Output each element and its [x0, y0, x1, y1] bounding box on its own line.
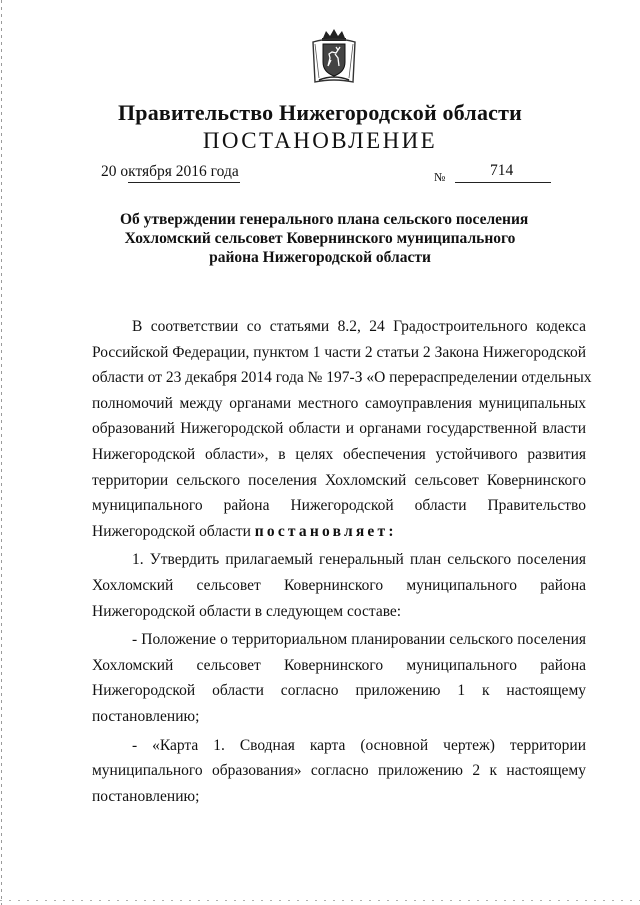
preamble-last-text: Нижегородской области: [92, 522, 251, 540]
text-line: территории сельского поселения Хохломский сельсовет Ковернинского: [92, 471, 586, 489]
text-line: муниципального образования» согласно приложению 2 к настоящему: [92, 762, 586, 780]
text-line: муниципального района Нижегородской области Правительство: [92, 497, 586, 515]
text-line: Хохломский сельсовет Ковернинского муниципального района: [92, 576, 586, 594]
text-line: Хохломский сельсовет Ковернинского муниципального района: [92, 656, 586, 674]
text-line: постановлению;: [92, 707, 200, 725]
text-line: образований Нижегородской области и органами государственной власти: [92, 420, 586, 438]
scan-edge-bottom: [0, 900, 640, 901]
sub-item-2-paragraph: [92, 733, 586, 810]
document-body: [92, 314, 592, 809]
sub-item-1-paragraph: [92, 627, 586, 729]
document-number: 714: [490, 162, 514, 179]
text-line: 1. Утвердить прилагаемый генеральный план сельского поселения: [132, 551, 586, 569]
number-underline: [455, 182, 551, 183]
text-line: области от 23 декабря 2014 года № 197-З «О перераспределении отдельных: [92, 369, 592, 387]
subject-line: Об утверждении генерального плана сельского поселения: [120, 211, 529, 228]
document-date: 20 октября 2016 года: [101, 163, 239, 180]
resolves-word: постановляет:: [254, 522, 397, 540]
text-line: В соответствии со статьями 8.2, 24 Градостроительного кодекса: [132, 318, 586, 335]
text-line: Российской Федерации, пунктом 1 части 2 статьи 2 Закона Нижегородской: [92, 343, 586, 361]
text-line: Нижегородской области согласно приложению 1 к настоящему: [92, 682, 586, 700]
document-subject: [120, 210, 529, 267]
text-line: Нижегородской области», в целях обеспечения устойчивого развития: [92, 445, 586, 463]
text-line: - Положение о территориальном планировании сельского поселения: [132, 631, 586, 649]
date-underline: [128, 182, 240, 183]
text-line: полномочий между органами местного самоуправления муниципальных: [92, 394, 586, 412]
text-line: Нижегородской области в следующем составе:: [92, 602, 402, 620]
text-line: постановлению;: [92, 787, 200, 805]
preamble-paragraph: [92, 314, 592, 544]
item-1-paragraph: [92, 547, 586, 624]
subject-line: Хохломский сельсовет Ковернинского муниципального: [124, 230, 516, 247]
text-line: [92, 519, 586, 545]
document-type: ПОСТАНОВЛЕНИЕ: [202, 128, 438, 153]
nizhny-novgorod-coat-of-arms-icon: [311, 28, 357, 84]
government-title: Правительство Нижегородской области: [117, 100, 522, 125]
subject-line: района Нижегородской области: [209, 249, 431, 266]
number-sign: №: [434, 170, 446, 184]
text-line: - «Карта 1. Сводная карта (основной чертеж) территории: [132, 736, 586, 754]
